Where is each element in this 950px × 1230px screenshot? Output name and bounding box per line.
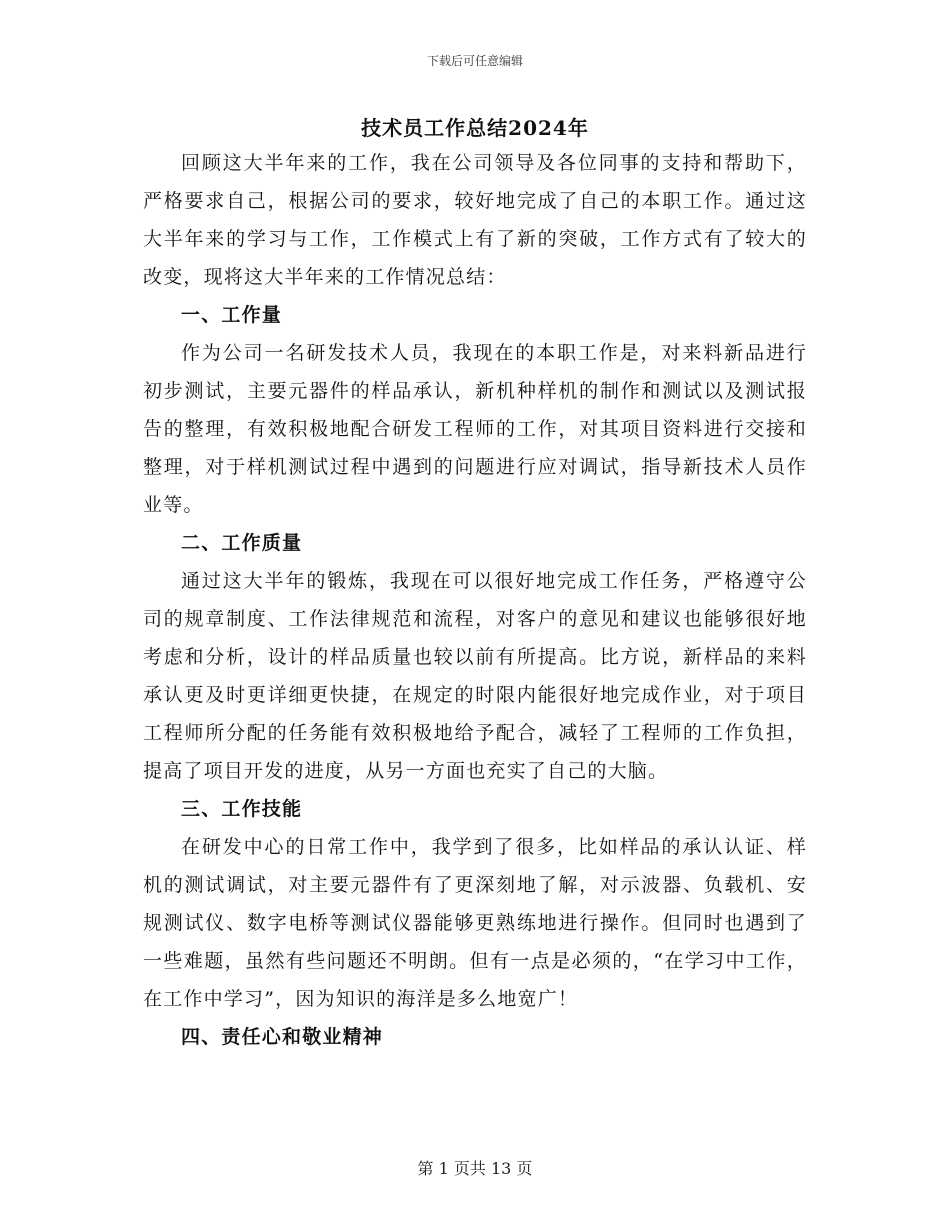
section-text-quality: 通过这大半年的锻炼，我现在可以很好地完成工作任务，严格遵守公司的规章制度、工作法律规范和流程，对客户的意见和建议也能够很好地考虑和分析，设计的样品质量也较以前有所提高。比方说，新样品的来料承认更及时更详细更快捷，在规定的时限内能很好地完成作业，对于项目工程师所分配的任务能有效积极地给予配合，减轻了工程师的工作负担，提高了项目开发的进度，从另一方面也充实了自己的大脑。 (143, 570, 807, 782)
page-number: 第 1 页共 13 页 (417, 1159, 533, 1178)
document-body (143, 144, 807, 1056)
section-text-skills: 在研发中心的日常工作中，我学到了很多，比如样品的承认认证、样机的测试调试，对主要元器件有了更深刻地了解，对示波器、负载机、安规测试仪、数字电桥等测试仪器能够更熟练地进行操作。但同时也遇到了一些难题，虽然有些问题还不明朗。但有一点是必须的，“在学习中工作，在工作中学习”，因为知识的海洋是多么地宽广！ (143, 836, 807, 1010)
section-heading-quality: 二、工作质量 (181, 532, 303, 554)
document-title: 技术员工作总结2024年 (361, 116, 589, 140)
section-heading-skills: 三、工作技能 (181, 798, 303, 820)
header-note: 下载后可任意编辑 (426, 54, 523, 68)
intro-paragraph: 回顾这大半年来的工作，我在公司领导及各位同事的支持和帮助下，严格要求自己，根据公司的要求，较好地完成了自己的本职工作。通过这大半年来的学习与工作，工作模式上有了新的突破，工作方式有了较大的改变，现将这大半年来的工作情况总结： (143, 152, 807, 288)
section-text-workload: 作为公司一名研发技术人员，我现在的本职工作是，对来料新品进行初步测试，主要元器件的样品承认，新机种样机的制作和测试以及测试报告的整理，有效积极地配合研发工程师的工作，对其项目资料进行交接和整理，对于样机测试过程中遇到的问题进行应对调试，指导新技术人员作业等。 (143, 342, 807, 516)
section-heading-responsibility: 四、责任心和敬业精神 (181, 1026, 384, 1048)
section-heading-workload: 一、工作量 (181, 304, 283, 326)
